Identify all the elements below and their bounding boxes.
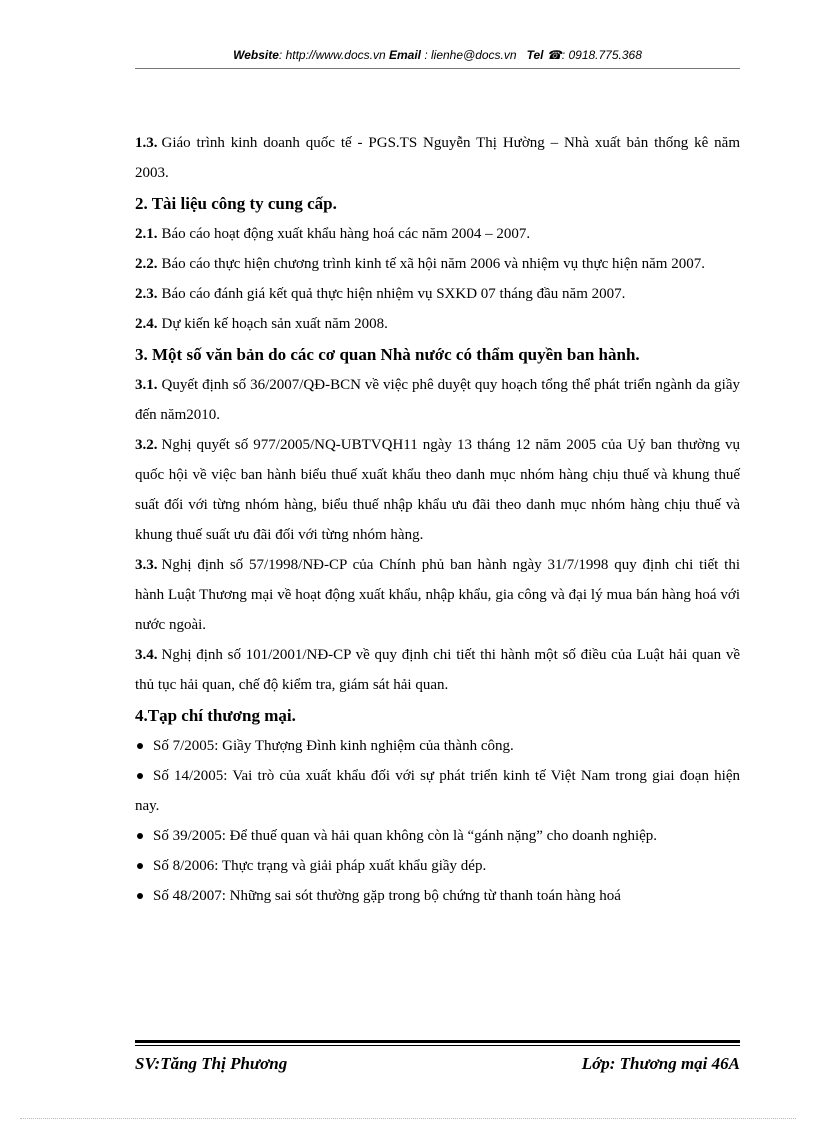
- paragraph-number: 2.4.: [135, 316, 158, 332]
- paragraph-number: 3.4.: [135, 647, 158, 663]
- paragraph-text: Giáo trình kinh doanh quốc tế - PGS.TS Nguyễn Thị Hường – Nhà xuất bản thống kê năm 2003.: [135, 135, 740, 181]
- footer-rule: [135, 1040, 740, 1046]
- paragraph-number: 2.3.: [135, 286, 158, 302]
- paragraph-number: 2.2.: [135, 256, 158, 272]
- website-value: : http://www.docs.vn: [278, 48, 386, 62]
- paragraph-2-2: [135, 249, 740, 279]
- tel-value: : 0918.775.368: [561, 48, 642, 62]
- paragraph-2-3: [135, 279, 740, 309]
- bullet-dot-icon: [137, 773, 143, 779]
- bullet-item-4: [135, 851, 740, 881]
- paragraph-3-1: [135, 370, 740, 430]
- paragraph-text: Báo cáo hoạt động xuất khẩu hàng hoá các năm 2004 – 2007.: [161, 226, 531, 242]
- paragraph-3-2: [135, 430, 740, 550]
- footer-rule-thin: [135, 1045, 740, 1046]
- paragraph-text: Nghị định số 101/2001/NĐ-CP về quy định chi tiết thi hành một số điều của Luật hải quan về thủ tục hải quan, chế độ kiểm tra, giám sát hải quan.: [135, 647, 740, 693]
- paragraph-number: 3.2.: [135, 437, 158, 453]
- bullet-text: Số 48/2007: Những sai sót thường gặp trong bộ chứng từ thanh toán hàng hoá: [153, 888, 621, 904]
- section-heading-2: 2. Tài liệu công ty cung cấp.: [135, 194, 337, 213]
- bullet-dot-icon: [137, 893, 143, 899]
- paragraph-number: 3.3.: [135, 557, 158, 573]
- paragraph-2-4: [135, 309, 740, 339]
- bullet-dot-icon: [137, 863, 143, 869]
- paragraph-text: Báo cáo đánh giá kết quả thực hiện nhiệm vụ SXKD 07 tháng đầu năm 2007.: [161, 286, 626, 302]
- page-header: [135, 48, 740, 62]
- tel-label: Tel: [526, 48, 544, 62]
- bullet-item-3: [135, 821, 740, 851]
- email-label: Email: [388, 48, 421, 62]
- document-body: [135, 128, 740, 911]
- paragraph-number: 3.1.: [135, 377, 158, 393]
- bullet-item-2: [135, 761, 740, 821]
- paragraph-text: Quyết định số 36/2007/QĐ-BCN về việc phê duyệt quy hoạch tổng thể phát triển ngành da giầy đến năm2010.: [135, 377, 740, 423]
- bullet-text: Số 7/2005: Giầy Thượng Đình kinh nghiệm của thành công.: [153, 738, 514, 754]
- paragraph-number: 2.1.: [135, 226, 158, 242]
- page-bottom-edge: [20, 1118, 796, 1119]
- header-rule: [135, 68, 740, 69]
- section-heading-3: 3. Một số văn bản do các cơ quan Nhà nước có thẩm quyền ban hành.: [135, 345, 640, 364]
- paragraph-3-3: [135, 550, 740, 640]
- bullet-item-5: [135, 881, 740, 911]
- footer-class: Lớp: Thương mại 46A: [581, 1054, 740, 1073]
- section-heading-4: 4.Tạp chí thương mại.: [135, 706, 296, 725]
- footer-student: SV:Tăng Thị Phương: [135, 1054, 288, 1073]
- email-value: : lienhe@docs.vn: [421, 48, 517, 62]
- bullet-text: Số 39/2005: Để thuế quan và hải quan không còn là “gánh nặng” cho doanh nghiệp.: [153, 828, 658, 844]
- paragraph-3-4: [135, 640, 740, 700]
- paragraph-text: Nghị định số 57/1998/NĐ-CP của Chính phủ ban hành ngày 31/7/1998 quy định chi tiết thi hành Luật Thương mại về hoạt động xuất khẩu, nhập khẩu, gia công và đại lý mua bán hàng hoá với nước ngoài.: [135, 557, 740, 633]
- bullet-item-1: [135, 731, 740, 761]
- paragraph-text: Nghị quyết số 977/2005/NQ-UBTVQH11 ngày 13 tháng 12 năm 2005 của Uỷ ban thường vụ quốc hội về việc ban hành biểu thuế xuất khẩu theo danh mục nhóm hàng chịu thuế và khung thuế suất đối với từng nhóm hàng, biểu thuế nhập khẩu ưu đãi theo danh mục nhóm hàng chịu thuế và khung thuế suất ưu đãi đối với từng nhóm hàng.: [135, 437, 740, 543]
- paragraph-text: Dự kiến kế hoạch sản xuất năm 2008.: [161, 316, 388, 332]
- bullet-text: Số 8/2006: Thực trạng và giải pháp xuất khẩu giầy dép.: [153, 858, 487, 874]
- phone-icon: ☎: [546, 48, 562, 62]
- bullet-dot-icon: [137, 833, 143, 839]
- paragraph-number: 1.3.: [135, 135, 158, 151]
- website-label: Website: [233, 48, 279, 62]
- paragraph-text: Báo cáo thực hiện chương trình kinh tế xã hội năm 2006 và nhiệm vụ thực hiện năm 2007.: [161, 256, 705, 272]
- page-footer: [135, 1054, 740, 1074]
- paragraph-2-1: [135, 219, 740, 249]
- bullet-text: Số 14/2005: Vai trò của xuất khẩu đối với sự phát triển kinh tế Việt Nam trong giai đoạn hiện nay.: [135, 768, 740, 814]
- footer-rule-thick: [135, 1040, 740, 1043]
- bullet-dot-icon: [137, 743, 143, 749]
- paragraph-1-3: [135, 128, 740, 188]
